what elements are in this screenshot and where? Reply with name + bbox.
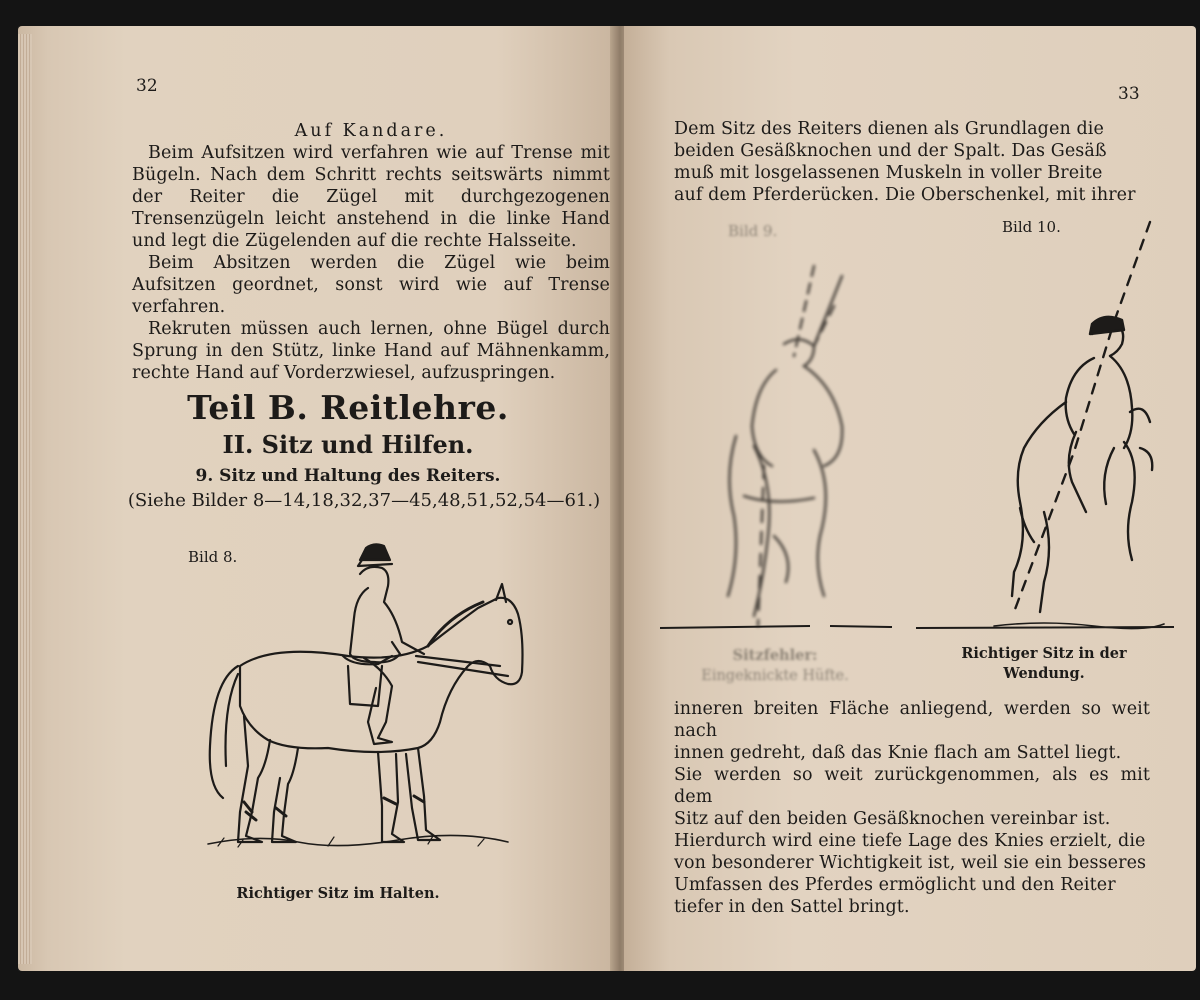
figure-8-caption: Richtiger Sitz im Halten.: [236, 885, 440, 902]
heading-chapter: II. Sitz und Hilfen.: [222, 430, 474, 459]
figure-9-caption-line-1: Sitzfehler:: [732, 647, 818, 664]
figure-9-caption: [680, 646, 870, 686]
figure-9-rider-illustration: [664, 236, 894, 636]
right-bottom-line: Sitz auf den beiden Gesäßknochen vereinbar ist.: [674, 809, 1111, 829]
figure-10-label: Bild 10.: [1002, 218, 1061, 236]
right-bottom-text: [674, 698, 1150, 918]
see-figures-note: (Siehe Bilder 8—14,18,32,37—45,48,51,52,54—61.): [127, 490, 601, 511]
right-top-line: Dem Sitz des Reiters dienen als Grundlagen die: [674, 119, 1104, 139]
right-top-line: muß mit losgelassenen Muskeln in voller Breite: [674, 163, 1103, 183]
right-bottom-line: tiefer in den Sattel bringt.: [674, 897, 910, 917]
figure-9-label: Bild 9.: [728, 222, 778, 240]
paragraph-2: Beim Absitzen werden die Zügel wie beim Aufsitzen geordnet, sonst wird wie auf Trense verfahren.: [132, 253, 610, 317]
figure-8-horse-illustration: [178, 516, 538, 856]
heading-part: Teil B. Reitlehre.: [187, 388, 509, 427]
right-bottom-line: innen gedreht, daß das Knie flach am Sattel liegt.: [674, 743, 1122, 763]
right-bottom-line: Umfassen des Pferdes ermöglicht und den Reiter: [674, 875, 1116, 895]
right-top-line: auf dem Pferderücken. Die Oberschenkel, mit ihrer: [674, 185, 1136, 205]
open-book: [18, 26, 1196, 971]
figure-ground-lines: [660, 622, 1180, 634]
right-page: [624, 26, 1196, 971]
left-text-block: [132, 120, 610, 384]
section-title: Auf Kandare.: [294, 121, 448, 141]
figure-10-rider-illustration: [954, 212, 1174, 632]
right-top-text: [674, 118, 1150, 206]
figure-10-caption-line-1: Richtiger Sitz in der: [961, 645, 1127, 662]
figure-9-caption-line-2: Eingeknickte Hüfte.: [701, 668, 849, 684]
paragraph-1: Beim Aufsitzen wird verfahren wie auf Trense mit Bügeln. Nach dem Schritt rechts seitswärts nimmt der Reiter die Zügel mit durchgezogenen Trensenzügeln leicht anstehend in die linke Hand und legt die Zügelenden auf die rechte Halsseite.: [132, 143, 610, 251]
figure-10-caption-line-2: Wendung.: [1003, 665, 1085, 682]
page-number-right: 33: [1118, 84, 1140, 104]
heading-section: 9. Sitz und Haltung des Reiters.: [195, 466, 501, 486]
paragraph-3: Rekruten müssen auch lernen, ohne Bügel durch Sprung in den Stütz, linke Hand auf Mähnenkamm, rechte Hand auf Vorderzwiesel, aufzuspringen.: [132, 319, 610, 383]
page-number-left: 32: [136, 76, 158, 96]
right-bottom-line: Sie werden so weit zurückgenommen, als es mit dem: [674, 765, 1150, 807]
right-bottom-line: von besonderer Wichtigkeit ist, weil sie ein besseres: [674, 853, 1147, 873]
left-page: [18, 26, 616, 971]
figure-8-label: Bild 8.: [188, 548, 238, 566]
figure-10-caption: [944, 644, 1144, 684]
right-bottom-line: Hierdurch wird eine tiefe Lage des Knies erzielt, die: [674, 831, 1146, 851]
right-bottom-line: inneren breiten Fläche anliegend, werden so weit nach: [674, 699, 1150, 741]
page-edges: [18, 34, 32, 964]
right-top-line: beiden Gesäßknochen und der Spalt. Das Gesäß: [674, 141, 1107, 161]
